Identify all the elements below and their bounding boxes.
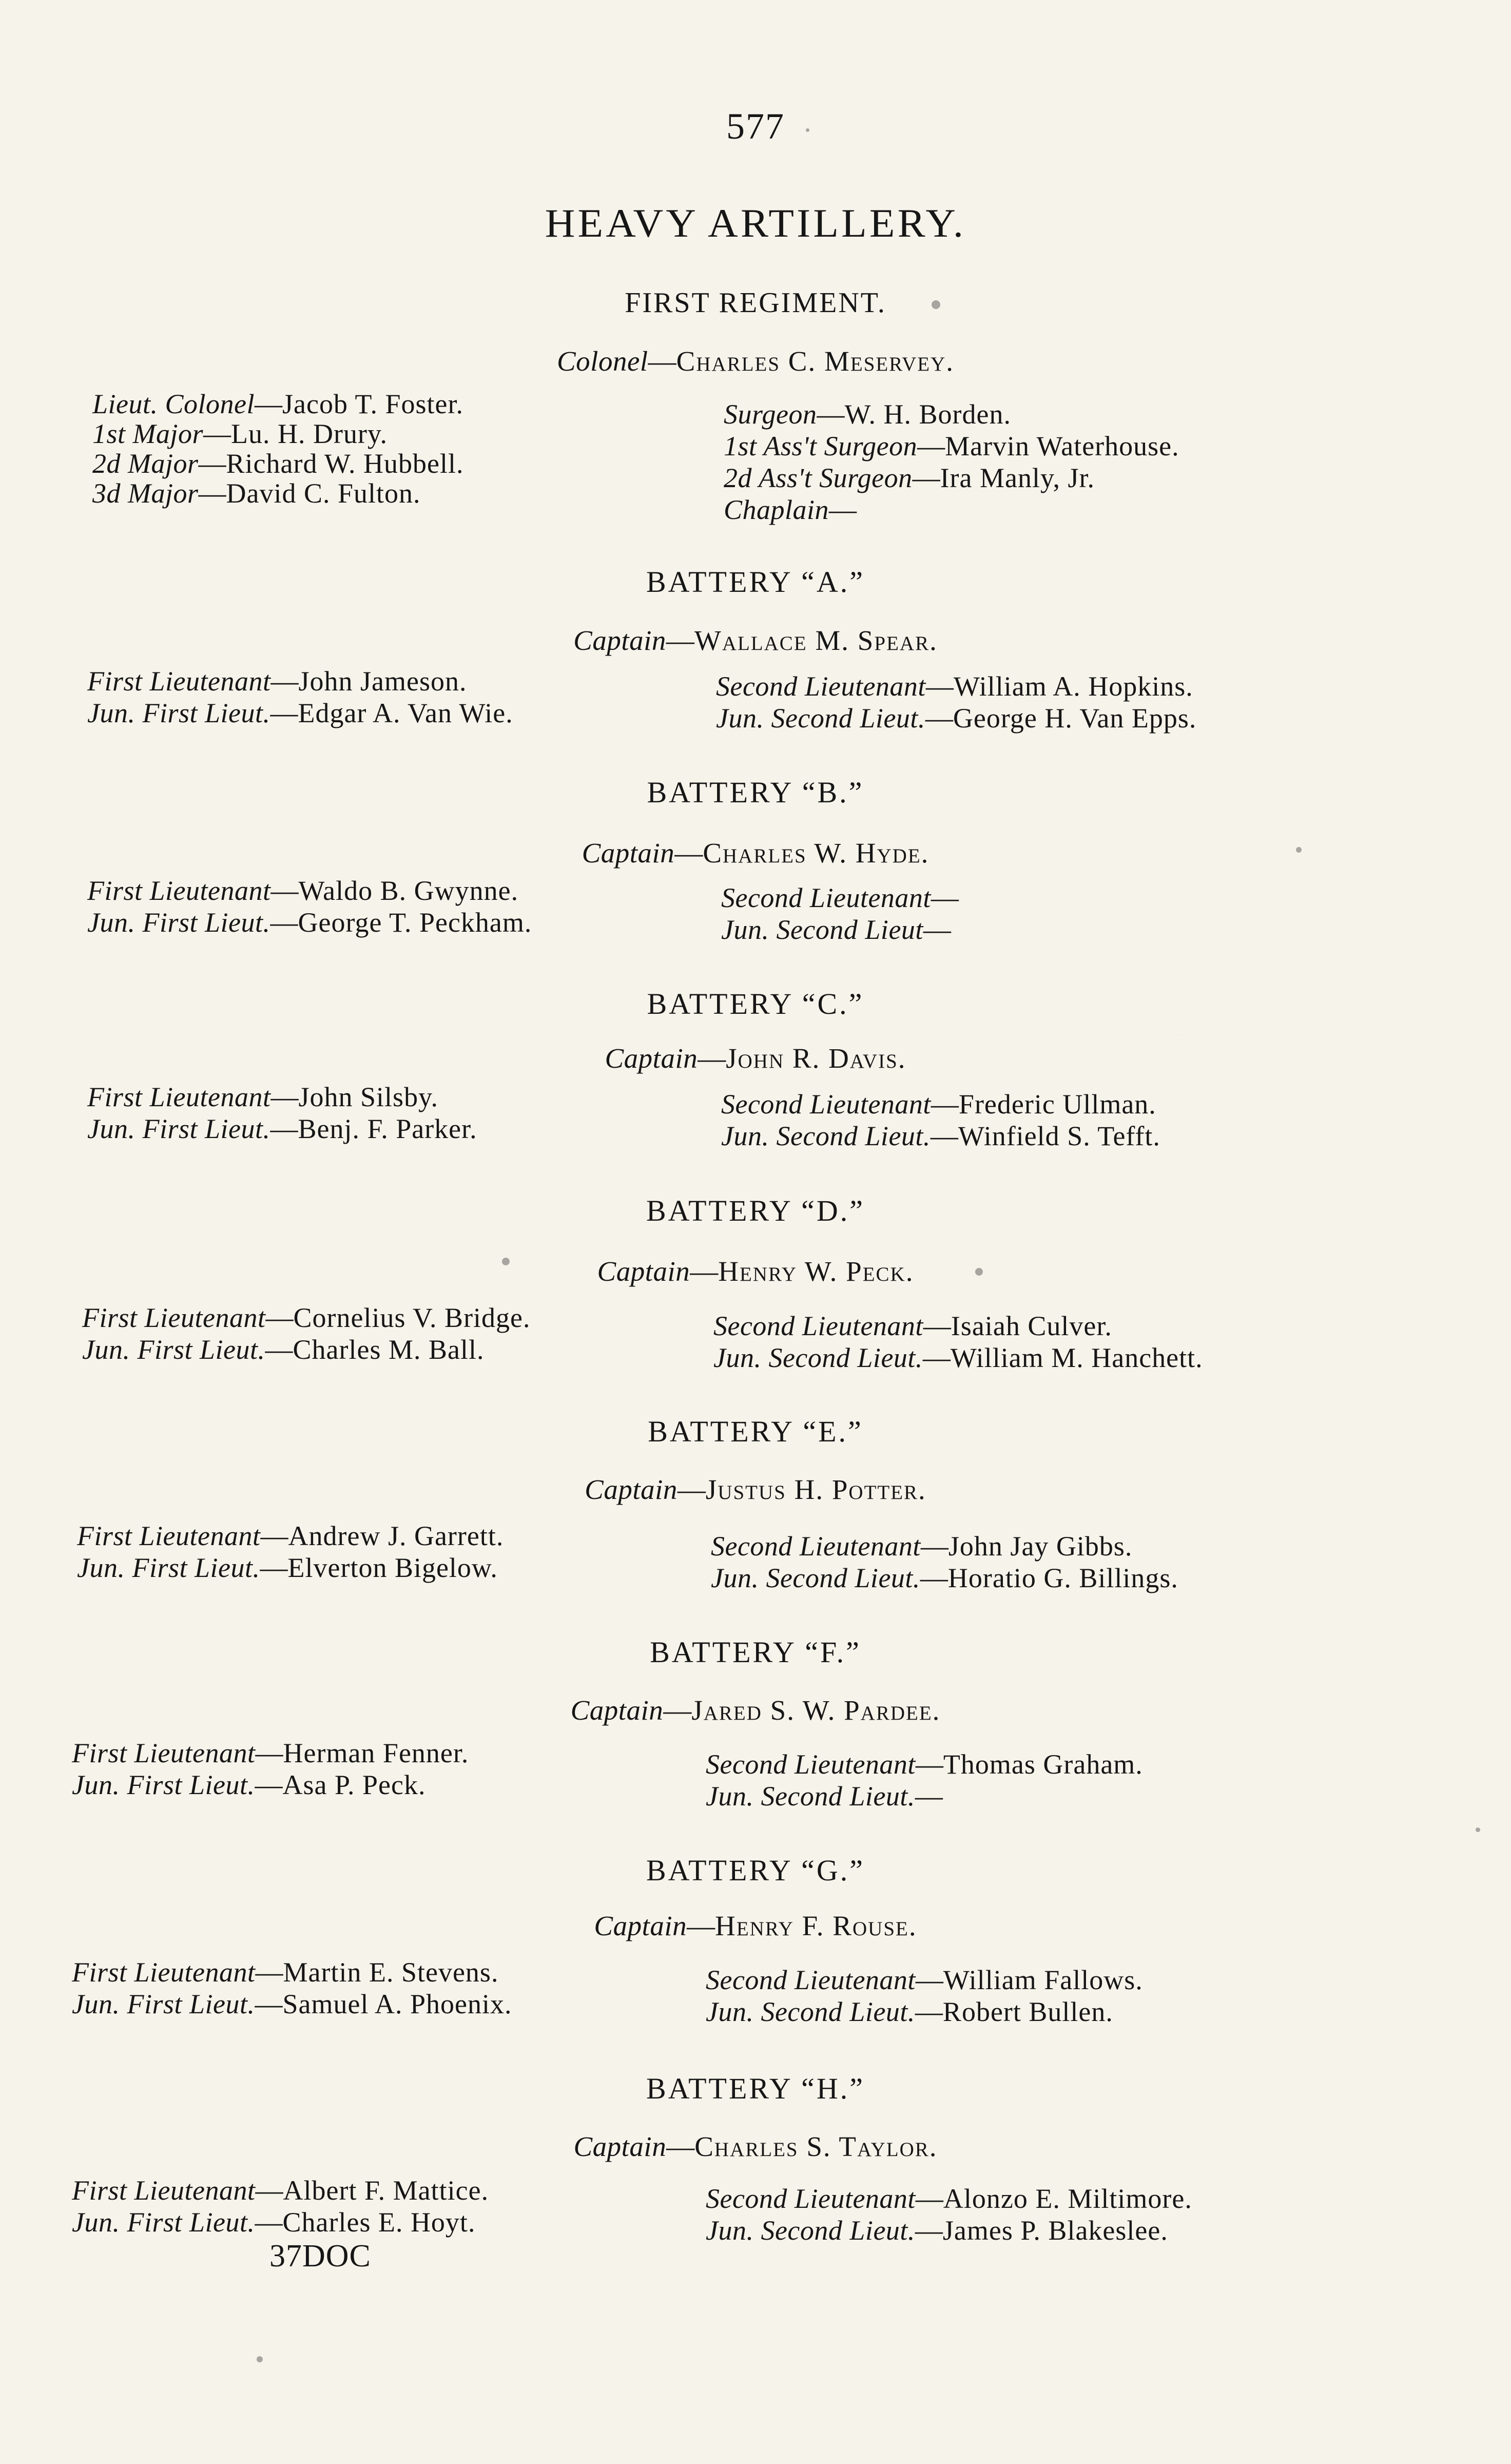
battery-a-captain: Captain—Wallace M. Spear. (573, 625, 938, 656)
regiment-title: FIRST REGIMENT. (625, 287, 886, 319)
battery-d-captain-name: Henry W. Peck. (718, 1256, 914, 1287)
battery-f-first-lieutenant: First Lieutenant—Herman Fenner. (72, 1738, 469, 1768)
battery-f-jun-first-lieut-name: Asa P. Peck. (282, 1769, 426, 1800)
surgeon-line: Surgeon—W. H. Borden. (724, 399, 1011, 430)
first-major-role: 1st Major (92, 418, 204, 449)
battery-f-captain-name: Jared S. W. Pardee. (691, 1695, 941, 1726)
battery-f-second-lieutenant-role: Second Lieutenant (706, 1749, 916, 1780)
battery-c-jun-second-lieut-name: Winfield S. Tefft. (958, 1121, 1160, 1151)
colonel-line: Colonel—Charles C. Meservey. (557, 345, 954, 377)
battery-b-captain-name: Charles W. Hyde. (703, 837, 929, 869)
battery-c-jun-first-lieut-name: Benj. F. Parker. (298, 1113, 477, 1144)
battery-d-captain-role: Captain (597, 1256, 690, 1287)
battery-d-jun-first-lieut: Jun. First Lieut.—Charles M. Ball. (82, 1334, 485, 1365)
print-speck (975, 1268, 983, 1276)
battery-h-first-lieutenant: First Lieutenant—Albert F. Mattice. (72, 2175, 489, 2206)
battery-g-second-lieutenant: Second Lieutenant—William Fallows. (706, 1965, 1143, 1995)
battery-g-jun-first-lieut-role: Jun. First Lieut. (72, 1989, 255, 2019)
battery-f-second-lieutenant: Second Lieutenant—Thomas Graham. (706, 1749, 1143, 1780)
battery-d-captain: Captain—Henry W. Peck. (597, 1256, 914, 1287)
battery-g-captain-name: Henry F. Rouse. (715, 1910, 917, 1941)
battery-f-first-lieutenant-name: Herman Fenner. (283, 1738, 469, 1768)
battery-h-second-lieutenant-role: Second Lieutenant (706, 2183, 916, 2214)
battery-a-second-lieutenant-role: Second Lieutenant (716, 671, 926, 702)
chaplain-line: Chaplain— (724, 494, 857, 525)
battery-c-title: BATTERY “C.” (647, 987, 864, 1021)
lieut-colonel-name: Jacob T. Foster. (282, 389, 463, 419)
battery-b-second-lieutenant-role: Second Lieutenant (721, 882, 931, 913)
battery-f-title: BATTERY “F.” (650, 1635, 861, 1669)
lieut-colonel-line: Lieut. Colonel—Jacob T. Foster. (92, 389, 463, 419)
battery-g-first-lieutenant-name: Martin E. Stevens. (283, 1957, 499, 1988)
battery-c-first-lieutenant: First Lieutenant—John Silsby. (87, 1082, 439, 1112)
battery-g-second-lieutenant-name: William Fallows. (943, 1965, 1143, 1995)
battery-b-second-lieutenant: Second Lieutenant— (721, 882, 959, 913)
battery-a-jun-second-lieut: Jun. Second Lieut.—George H. Van Epps. (716, 703, 1197, 734)
print-speck (502, 1258, 510, 1265)
battery-b-jun-second-lieut: Jun. Second Lieut— (721, 914, 951, 945)
battery-a-first-lieutenant: First Lieutenant—John Jameson. (87, 666, 467, 697)
main-title: HEAVY ARTILLERY. (545, 201, 966, 245)
battery-e-jun-second-lieut-name: Horatio G. Billings. (947, 1563, 1178, 1593)
battery-a-first-lieutenant-name: John Jameson. (298, 666, 467, 697)
third-major-line: 3d Major—David C. Fulton. (92, 478, 421, 509)
battery-d-second-lieutenant-name: Isaiah Culver. (951, 1311, 1112, 1341)
second-major-role: 2d Major (92, 448, 199, 479)
chaplain-role: Chaplain (724, 494, 829, 525)
battery-g-second-lieutenant-role: Second Lieutenant (706, 1965, 916, 1995)
lieut-colonel-role: Lieut. Colonel (92, 389, 255, 419)
battery-g-jun-second-lieut-role: Jun. Second Lieut. (706, 1996, 915, 2027)
battery-h-jun-second-lieut-name: James P. Blakeslee. (942, 2215, 1168, 2246)
battery-g-first-lieutenant-role: First Lieutenant (72, 1957, 256, 1988)
battery-f-jun-first-lieut-role: Jun. First Lieut. (72, 1769, 255, 1800)
first-asst-surgeon-role: 1st Ass't Surgeon (724, 431, 918, 461)
battery-e-second-lieutenant-name: John Jay Gibbs. (948, 1531, 1133, 1562)
battery-h-jun-first-lieut-role: Jun. First Lieut. (72, 2207, 255, 2238)
battery-e-jun-second-lieut: Jun. Second Lieut.—Horatio G. Billings. (711, 1563, 1178, 1593)
third-major-name: David C. Fulton. (226, 478, 421, 509)
second-asst-surgeon-name: Ira Manly, Jr. (940, 463, 1095, 493)
battery-d-first-lieutenant-name: Cornelius V. Bridge. (293, 1302, 531, 1333)
battery-f-captain-role: Captain (570, 1695, 664, 1726)
battery-d-jun-second-lieut-name: William M. Hanchett. (950, 1342, 1203, 1373)
battery-c-jun-second-lieut: Jun. Second Lieut.—Winfield S. Tefft. (721, 1121, 1160, 1151)
print-speck (1296, 847, 1302, 853)
surgeon-name: W. H. Borden. (844, 399, 1011, 430)
surgeon-role: Surgeon (724, 399, 817, 430)
battery-c-second-lieutenant: Second Lieutenant—Frederic Ullman. (721, 1089, 1156, 1120)
battery-a-second-lieutenant: Second Lieutenant—William A. Hopkins. (716, 671, 1193, 702)
battery-h-second-lieutenant-name: Alonzo E. Miltimore. (943, 2183, 1192, 2214)
battery-e-captain: Captain—Justus H. Potter. (585, 1474, 926, 1505)
battery-a-jun-second-lieut-name: George H. Van Epps. (953, 703, 1197, 734)
battery-h-second-lieutenant: Second Lieutenant—Alonzo E. Miltimore. (706, 2183, 1192, 2214)
battery-f-jun-second-lieut-role: Jun. Second Lieut. (706, 1781, 915, 1812)
battery-b-jun-second-lieut-role: Jun. Second Lieut (721, 914, 923, 945)
battery-f-captain: Captain—Jared S. W. Pardee. (570, 1695, 941, 1726)
colonel-role: Colonel (557, 345, 648, 377)
battery-e-first-lieutenant: First Lieutenant—Andrew J. Garrett. (77, 1520, 504, 1551)
battery-f-jun-first-lieut: Jun. First Lieut.—Asa P. Peck. (72, 1769, 426, 1800)
battery-h-first-lieutenant-name: Albert F. Mattice. (283, 2175, 489, 2206)
battery-e-jun-first-lieut: Jun. First Lieut.—Elverton Bigelow. (77, 1552, 498, 1583)
battery-e-second-lieutenant: Second Lieutenant—John Jay Gibbs. (711, 1531, 1133, 1562)
third-major-role: 3d Major (92, 478, 199, 509)
print-speck (1476, 1827, 1480, 1832)
battery-c-second-lieutenant-name: Frederic Ullman. (958, 1089, 1156, 1120)
battery-g-jun-second-lieut: Jun. Second Lieut.—Robert Bullen. (706, 1996, 1113, 2027)
battery-a-captain-role: Captain (573, 625, 666, 656)
first-major-name: Lu. H. Drury. (231, 418, 388, 449)
battery-g-title: BATTERY “G.” (646, 1854, 865, 1887)
second-asst-surgeon-line: 2d Ass't Surgeon—Ira Manly, Jr. (724, 463, 1095, 493)
battery-h-first-lieutenant-role: First Lieutenant (72, 2175, 256, 2206)
battery-d-first-lieutenant: First Lieutenant—Cornelius V. Bridge. (82, 1302, 531, 1333)
battery-c-first-lieutenant-role: First Lieutenant (87, 1082, 271, 1112)
battery-d-jun-second-lieut: Jun. Second Lieut.—William M. Hanchett. (713, 1342, 1203, 1373)
battery-b-title: BATTERY “B.” (647, 776, 864, 809)
battery-f-first-lieutenant-role: First Lieutenant (72, 1738, 256, 1768)
battery-a-first-lieutenant-role: First Lieutenant (87, 666, 271, 697)
battery-d-jun-second-lieut-role: Jun. Second Lieut. (713, 1342, 923, 1373)
battery-c-jun-second-lieut-role: Jun. Second Lieut. (721, 1121, 931, 1151)
colonel-name: Charles C. Meservey. (676, 345, 954, 377)
battery-b-first-lieutenant-name: Waldo B. Gwynne. (298, 875, 519, 906)
battery-b-captain-role: Captain (582, 837, 675, 869)
battery-g-captain-role: Captain (594, 1910, 687, 1941)
battery-e-jun-first-lieut-name: Elverton Bigelow. (287, 1552, 498, 1583)
battery-c-second-lieutenant-role: Second Lieutenant (721, 1089, 931, 1120)
battery-d-second-lieutenant: Second Lieutenant—Isaiah Culver. (713, 1311, 1112, 1341)
second-major-line: 2d Major—Richard W. Hubbell. (92, 448, 464, 479)
battery-b-jun-first-lieut: Jun. First Lieut.—George T. Peckham. (87, 907, 532, 938)
battery-b-first-lieutenant-role: First Lieutenant (87, 875, 271, 906)
battery-a-jun-first-lieut-role: Jun. First Lieut. (87, 698, 270, 728)
battery-e-first-lieutenant-role: First Lieutenant (77, 1520, 261, 1551)
battery-h-jun-first-lieut-name: Charles E. Hoyt. (282, 2207, 476, 2238)
battery-h-captain-role: Captain (573, 2131, 667, 2162)
battery-h-jun-second-lieut: Jun. Second Lieut.—James P. Blakeslee. (706, 2215, 1168, 2246)
document-mark: 37DOC (269, 2239, 371, 2274)
battery-e-captain-name: Justus H. Potter. (705, 1474, 926, 1505)
battery-g-jun-second-lieut-name: Robert Bullen. (942, 1996, 1113, 2027)
battery-g-first-lieutenant: First Lieutenant—Martin E. Stevens. (72, 1957, 499, 1988)
battery-a-jun-second-lieut-role: Jun. Second Lieut. (716, 703, 925, 734)
battery-e-captain-role: Captain (585, 1474, 677, 1505)
first-asst-surgeon-line: 1st Ass't Surgeon—Marvin Waterhouse. (724, 431, 1179, 461)
battery-c-captain-name: John R. Davis. (726, 1043, 906, 1074)
battery-h-title: BATTERY “H.” (646, 2072, 865, 2105)
battery-f-second-lieutenant-name: Thomas Graham. (943, 1749, 1143, 1780)
battery-h-jun-first-lieut: Jun. First Lieut.—Charles E. Hoyt. (72, 2207, 476, 2238)
battery-e-title: BATTERY “E.” (648, 1415, 863, 1448)
battery-b-jun-first-lieut-role: Jun. First Lieut. (87, 907, 270, 938)
battery-e-first-lieutenant-name: Andrew J. Garrett. (288, 1520, 504, 1551)
print-speck (806, 128, 809, 132)
battery-h-jun-second-lieut-role: Jun. Second Lieut. (706, 2215, 915, 2246)
page-number: 577 (726, 106, 785, 147)
battery-a-second-lieutenant-name: William A. Hopkins. (953, 671, 1193, 702)
print-speck (932, 300, 940, 309)
battery-d-first-lieutenant-role: First Lieutenant (82, 1302, 266, 1333)
battery-a-captain-name: Wallace M. Spear. (694, 625, 938, 656)
battery-f-jun-second-lieut: Jun. Second Lieut.— (706, 1781, 943, 1812)
first-asst-surgeon-name: Marvin Waterhouse. (945, 431, 1179, 461)
battery-g-jun-first-lieut-name: Samuel A. Phoenix. (282, 1989, 512, 2019)
battery-g-jun-first-lieut: Jun. First Lieut.—Samuel A. Phoenix. (72, 1989, 512, 2019)
battery-d-jun-first-lieut-name: Charles M. Ball. (293, 1334, 485, 1365)
battery-b-first-lieutenant: First Lieutenant—Waldo B. Gwynne. (87, 875, 519, 906)
battery-a-jun-first-lieut-name: Edgar A. Van Wie. (298, 698, 513, 728)
battery-g-captain: Captain—Henry F. Rouse. (594, 1910, 917, 1941)
battery-e-jun-first-lieut-role: Jun. First Lieut. (77, 1552, 260, 1583)
battery-e-jun-second-lieut-role: Jun. Second Lieut. (711, 1563, 920, 1593)
battery-c-captain-role: Captain (605, 1043, 698, 1074)
battery-a-title: BATTERY “A.” (646, 565, 865, 599)
print-speck (257, 2356, 263, 2362)
second-major-name: Richard W. Hubbell. (226, 448, 464, 479)
battery-b-captain: Captain—Charles W. Hyde. (582, 837, 929, 869)
battery-d-jun-first-lieut-role: Jun. First Lieut. (82, 1334, 265, 1365)
battery-d-title: BATTERY “D.” (646, 1194, 865, 1227)
battery-c-jun-first-lieut: Jun. First Lieut.—Benj. F. Parker. (87, 1113, 477, 1144)
first-major-line: 1st Major—Lu. H. Drury. (92, 418, 388, 449)
battery-c-jun-first-lieut-role: Jun. First Lieut. (87, 1113, 270, 1144)
second-asst-surgeon-role: 2d Ass't Surgeon (724, 463, 913, 493)
battery-h-captain-name: Charles S. Taylor. (694, 2131, 938, 2162)
battery-c-first-lieutenant-name: John Silsby. (298, 1082, 439, 1112)
battery-d-second-lieutenant-role: Second Lieutenant (713, 1311, 923, 1341)
battery-a-jun-first-lieut: Jun. First Lieut.—Edgar A. Van Wie. (87, 698, 513, 728)
battery-e-second-lieutenant-role: Second Lieutenant (711, 1531, 921, 1562)
battery-h-captain: Captain—Charles S. Taylor. (573, 2131, 938, 2162)
battery-c-captain: Captain—John R. Davis. (605, 1043, 906, 1074)
battery-b-jun-first-lieut-name: George T. Peckham. (298, 907, 532, 938)
